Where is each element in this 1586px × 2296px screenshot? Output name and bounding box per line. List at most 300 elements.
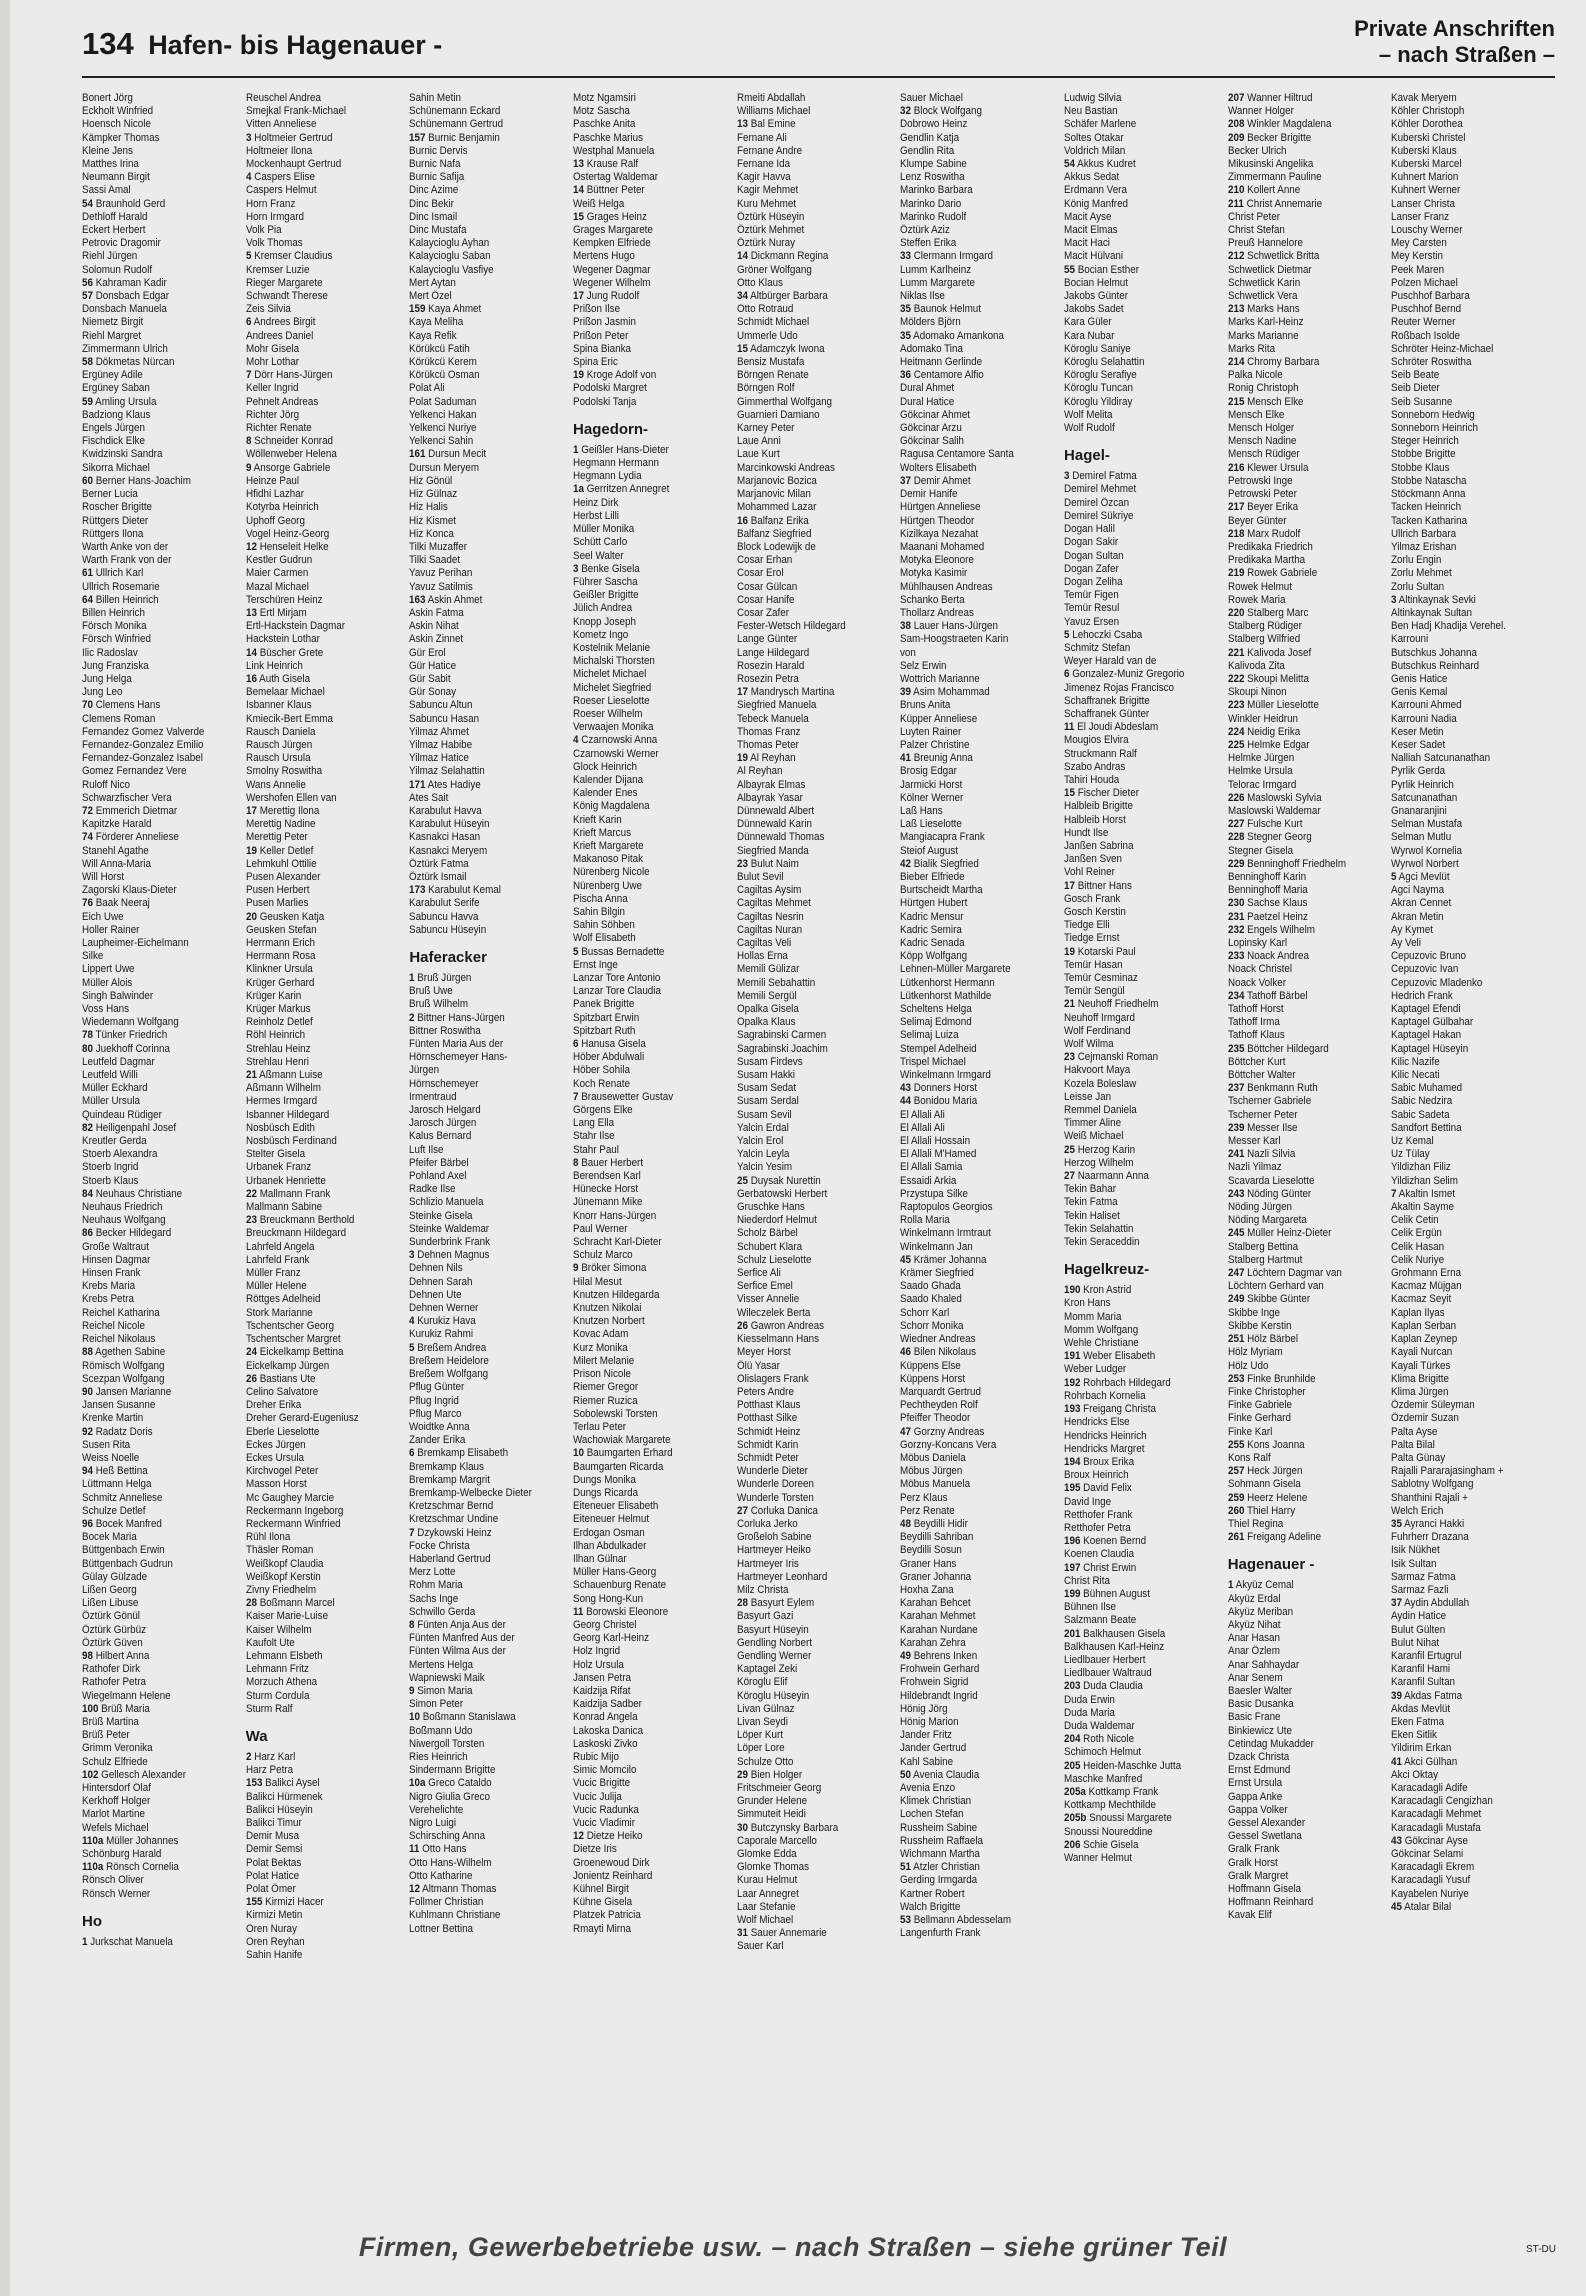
listing-entry <box>900 1307 1059 1320</box>
resident-name: Zeis Silvia <box>245 303 291 316</box>
listing-entry <box>246 224 405 237</box>
listing-entry <box>1064 1104 1223 1117</box>
listing-entry <box>82 924 241 937</box>
resident-name: Lütkenhorst Mathilde <box>900 989 992 1002</box>
resident-name: Eiteneuer Helmut <box>573 1513 650 1526</box>
listing-entry <box>409 1117 568 1130</box>
resident-name: Sagrabinski Joachim <box>736 1042 828 1055</box>
listing-entry <box>900 264 1059 277</box>
listing-entry <box>1228 1003 1387 1016</box>
resident-name: Maslowski Sylvia <box>1246 791 1322 804</box>
resident-name: Jarosch Helgard <box>409 1104 482 1117</box>
house-number: 227 <box>1227 818 1245 831</box>
listing-entry <box>573 1817 732 1830</box>
listing-entry <box>737 1346 896 1359</box>
resident-name: Sahin Bilgin <box>573 905 626 918</box>
house-number: 10 <box>409 1711 421 1724</box>
listing-entry <box>900 1293 1059 1306</box>
listing-entry <box>1391 1029 1550 1042</box>
listing-entry <box>246 1227 405 1240</box>
resident-name: Tacken Katharina <box>1391 514 1468 527</box>
resident-name: Gerbatowski Herbert <box>736 1187 827 1200</box>
listing-entry <box>409 818 568 831</box>
listing-entry <box>900 184 1059 197</box>
resident-name: Michalski Thorsten <box>573 655 655 668</box>
listing-entry <box>409 303 568 316</box>
resident-name: Milz Christa <box>736 1583 789 1596</box>
house-number: 7 <box>409 1526 415 1539</box>
resident-name: Janßen Sven <box>1064 853 1123 866</box>
house-number: 219 <box>1227 567 1245 580</box>
resident-name: Yelkenci Sahin <box>409 435 474 448</box>
listing-entry <box>573 1909 732 1922</box>
resident-name: Stöckmann Anna <box>1391 488 1466 501</box>
resident-name: Hanusa Gisela <box>581 1038 646 1051</box>
listing-entry <box>737 92 896 105</box>
listing-entry <box>1064 748 1223 761</box>
resident-name: Sturm Cordula <box>245 1689 310 1702</box>
resident-name: Klewer Ursula <box>1246 461 1309 474</box>
house-number: 84 <box>82 1187 93 1200</box>
listing-entry <box>1228 475 1387 488</box>
resident-name: Snoussi Noureddine <box>1064 1825 1153 1838</box>
listing-entry <box>1391 1544 1550 1557</box>
resident-name: Mensch Elke <box>1246 395 1304 408</box>
listing-entry <box>1228 1029 1387 1042</box>
listing-entry <box>1391 713 1550 726</box>
resident-name: Sahin Metin <box>409 92 462 104</box>
resident-name: Dreher Gerard-Eugeniusz <box>245 1412 359 1425</box>
resident-name: Lanser Christa <box>1391 197 1456 210</box>
resident-name: Centamore Alfio <box>914 369 985 382</box>
listing-entry <box>246 1923 405 1936</box>
resident-name: Rmeiti Abdallah <box>736 92 806 104</box>
listing-entry <box>1228 1135 1387 1148</box>
listing-entry <box>1064 616 1223 629</box>
listing-entry <box>573 158 732 171</box>
listing-entry <box>1228 448 1387 461</box>
house-number: 14 <box>736 250 748 263</box>
resident-name: Köhler Dorothea <box>1391 118 1464 131</box>
listing-entry <box>1064 1522 1223 1535</box>
house-number: 74 <box>82 831 93 844</box>
resident-name: Hürtgen Hubert <box>900 897 968 910</box>
listing-entry <box>82 475 241 488</box>
listing-entry <box>82 1293 241 1306</box>
resident-name: Fester-Wetsch Hildegard <box>736 620 846 633</box>
listing-entry <box>737 145 896 158</box>
listing-entry <box>246 1412 405 1425</box>
resident-name: Wiedner Andreas <box>900 1333 976 1346</box>
listing-entry <box>1228 1777 1387 1790</box>
listing-entry <box>1064 356 1223 369</box>
resident-name: El Allali Ali <box>900 1108 946 1121</box>
resident-name: Caporale Marcello <box>736 1834 817 1847</box>
listing-entry <box>246 1241 405 1254</box>
resident-name: Agci Nayma <box>1391 884 1445 897</box>
listing-entry <box>737 1095 896 1108</box>
listing-entry <box>1391 171 1550 184</box>
house-number: 25 <box>1064 1143 1075 1156</box>
resident-name: Kavak Meryem <box>1391 92 1458 104</box>
street-heading: Haferacker <box>409 949 487 966</box>
listing-entry <box>1228 554 1387 567</box>
listing-entry <box>1064 602 1223 615</box>
listing-entry <box>573 1051 732 1064</box>
listing-entry <box>900 1386 1059 1399</box>
resident-name: Beyer Günter <box>1227 514 1287 527</box>
resident-name: Löchtern Gerhard van <box>1227 1280 1324 1293</box>
resident-name: Weißkopf Kerstin <box>245 1570 321 1583</box>
resident-name: Thiel Regina <box>1227 1517 1283 1530</box>
listing-entry <box>82 1426 241 1439</box>
listing-entry <box>1228 224 1387 237</box>
resident-name: Cetindag Mukadder <box>1227 1737 1314 1750</box>
listing-entry <box>1391 1227 1550 1240</box>
house-number: 100 <box>82 1702 99 1715</box>
listing-entry <box>1064 536 1223 549</box>
resident-name: Otto Hans-Wilhelm <box>409 1856 492 1869</box>
resident-name: Pusen Alexander <box>245 870 321 883</box>
resident-name: Müller Eckhard <box>82 1082 148 1095</box>
listing-entry <box>737 1888 896 1901</box>
listing-entry <box>900 1399 1059 1412</box>
resident-name: Stork Marianne <box>245 1306 313 1319</box>
resident-name: Akyüz Nihat <box>1227 1618 1281 1631</box>
resident-name: Herbst Lilli <box>573 509 619 522</box>
resident-name: Büscher Grete <box>259 646 323 659</box>
listing-entry <box>1064 92 1223 105</box>
listing-entry <box>1228 699 1387 712</box>
resident-name: Müller Monika <box>573 523 635 536</box>
listing-entry <box>82 1029 241 1042</box>
listing-entry <box>900 1676 1059 1689</box>
street-heading: Ho <box>82 1912 102 1930</box>
resident-name: Walch Brigitte <box>900 1900 961 1913</box>
resident-name: Macit Elmas <box>1064 224 1118 237</box>
resident-name: Mölders Björn <box>900 316 962 329</box>
listing-entry <box>409 1738 568 1751</box>
resident-name: Kirmizi Metin <box>245 1909 303 1922</box>
resident-name: Neumann Birgit <box>82 171 150 184</box>
resident-name: Kaplan Serban <box>1391 1319 1457 1332</box>
resident-name: Karanfil Sultan <box>1391 1676 1456 1689</box>
listing-entry <box>900 1003 1059 1016</box>
listing-entry <box>573 1738 732 1751</box>
listing-entry <box>737 264 896 277</box>
listing-entry <box>900 171 1059 184</box>
listing-entry <box>409 1249 568 1262</box>
resident-name: Seel Walter <box>573 549 624 562</box>
listing-entry <box>409 184 568 197</box>
listing-entry <box>409 1606 568 1619</box>
resident-name: Rönsch Cornelia <box>106 1861 179 1874</box>
resident-name: Demirel Fatma <box>1072 470 1137 483</box>
listing-entry <box>737 607 896 620</box>
house-number: 228 <box>1227 831 1245 844</box>
resident-name: Palta Günay <box>1391 1451 1446 1464</box>
resident-name: Ben Hadj Khadija Verehel. <box>1391 620 1507 633</box>
listing-entry <box>1391 1505 1550 1518</box>
house-number: 155 <box>245 1896 263 1909</box>
listing-entry <box>573 92 732 105</box>
resident-name: Schorr Karl <box>900 1306 950 1319</box>
listing-entry <box>82 897 241 910</box>
resident-name: Marx Rudolf <box>1246 527 1300 540</box>
resident-name: Fernandez-Gonzalez Isabel <box>82 752 203 765</box>
resident-name: Masson Horst <box>245 1478 307 1491</box>
listing-entry <box>409 1474 568 1487</box>
listing-entry <box>900 1452 1059 1465</box>
listing-entry <box>1391 752 1550 765</box>
listing-entry <box>246 237 405 250</box>
house-number: 35 <box>1391 1517 1403 1530</box>
resident-name: Snoussi Margarete <box>1089 1812 1172 1825</box>
listing-entry <box>82 871 241 884</box>
resident-name: Zimmermann Pauline <box>1227 171 1322 184</box>
listing-entry <box>246 779 405 792</box>
listing-entry <box>409 369 568 382</box>
listing-entry <box>82 343 241 356</box>
house-number: 45 <box>1391 1900 1403 1913</box>
resident-name: Lehmann Fritz <box>245 1663 309 1676</box>
resident-name: Sabuncu Havva <box>409 910 479 923</box>
listing-entry <box>1391 924 1550 937</box>
resident-name: Kremser Luzie <box>245 263 310 276</box>
house-number: 3 <box>1064 470 1070 483</box>
listing-entry <box>900 1584 1059 1597</box>
resident-name: Gorzny-Koncans Vera <box>900 1438 997 1451</box>
resident-name: Gür Hatice <box>409 659 457 672</box>
resident-name: Kretzschmar Undine <box>409 1513 499 1526</box>
resident-name: Nigro Luigi <box>409 1817 457 1829</box>
listing-entry <box>409 1434 568 1447</box>
resident-name: Köroglu Serafiye <box>1064 369 1137 382</box>
resident-name: Beydilli Hidir <box>914 1517 969 1530</box>
resident-name: Gralk Frank <box>1227 1843 1280 1856</box>
resident-name: Memili Sebahattin <box>736 976 815 989</box>
resident-name: Prison Nicole <box>573 1368 632 1381</box>
listing-entry <box>409 792 568 805</box>
resident-name: Dietze Iris <box>573 1843 617 1856</box>
resident-name: Benninghoff Maria <box>1227 884 1308 897</box>
listing-entry <box>82 1888 241 1901</box>
resident-name: Clemens Roman <box>82 712 156 725</box>
listing-entry <box>900 528 1059 541</box>
resident-name: Klima Jürgen <box>1391 1385 1449 1398</box>
listing-entry <box>1391 1003 1550 1016</box>
resident-name: Hoxha Zana <box>900 1583 954 1596</box>
resident-name: Pflug Marco <box>409 1407 462 1420</box>
listing-entry <box>1391 145 1550 158</box>
resident-name: Basic Frane <box>1227 1711 1281 1724</box>
listing-entry <box>409 1896 568 1909</box>
listing-entry <box>737 1293 896 1306</box>
listing-entry <box>900 1465 1059 1478</box>
resident-name: Jarmicki Horst <box>900 778 963 791</box>
listing-entry <box>246 1764 405 1777</box>
listing-entry <box>573 1091 732 1104</box>
resident-name: Karney Peter <box>736 422 795 435</box>
resident-name: Hürtgen Theodor <box>900 514 975 527</box>
resident-name: Fischer Dieter <box>1077 787 1140 800</box>
resident-name: Groenewoud Dirk <box>573 1856 650 1869</box>
listing-entry <box>246 105 405 118</box>
resident-name: Kotyrba Heinrich <box>245 501 319 514</box>
listing-entry <box>737 1320 896 1333</box>
listing-entry <box>573 880 732 893</box>
listing-entry <box>1228 501 1387 514</box>
resident-name: Warth Anke von der <box>82 540 169 553</box>
resident-name: Vogel Heinz-Georg <box>245 527 329 540</box>
resident-name: Yildizhan Filiz <box>1391 1161 1452 1174</box>
listing-entry <box>737 132 896 145</box>
listing-entry <box>82 1399 241 1412</box>
listing-entry <box>573 1923 732 1936</box>
listing-entry <box>900 673 1059 686</box>
resident-name: Glomke Thomas <box>736 1861 809 1874</box>
resident-name: Dökmetas Nürcan <box>95 356 175 369</box>
listing-column-5 <box>737 92 901 2184</box>
resident-name: Yildizhan Selim <box>1391 1174 1459 1187</box>
listing-entry <box>409 985 568 998</box>
resident-name: Vohl Reiner <box>1064 866 1115 879</box>
resident-name: Christ Annemarie <box>1246 197 1322 210</box>
listing-entry <box>1391 1610 1550 1623</box>
resident-name: Serfice Ali <box>736 1267 781 1280</box>
resident-name: Kalus Bernard <box>409 1130 472 1143</box>
listing-entry <box>737 250 896 263</box>
listing-entry <box>737 488 896 501</box>
resident-name: Czarnowski Anna <box>581 734 658 747</box>
resident-name: Dünnewald Albert <box>736 804 814 817</box>
resident-name: Uphoff Georg <box>245 514 305 527</box>
header-rule <box>82 76 1555 78</box>
resident-name: Celik Hasan <box>1391 1240 1445 1253</box>
resident-name: Rönsch Oliver <box>82 1874 144 1887</box>
resident-name: Grages Margarete <box>573 224 653 237</box>
resident-name: Krebs Maria <box>82 1280 136 1293</box>
listing-entry <box>246 171 405 184</box>
listing-entry <box>900 1637 1059 1650</box>
listing-entry <box>1064 880 1223 893</box>
resident-name: Hiz Kismet <box>409 514 457 527</box>
resident-name: Neuhoff Irmgard <box>1064 1011 1135 1024</box>
resident-name: Böttcher Walter <box>1227 1069 1296 1082</box>
listing-entry <box>1228 1896 1387 1909</box>
resident-name: Adomako Amankona <box>913 329 1005 342</box>
resident-name: Holtmeier Ilona <box>245 144 312 157</box>
listing-entry <box>573 1064 732 1077</box>
listing-entry <box>1228 897 1387 910</box>
house-number: 39 <box>900 686 912 699</box>
resident-name: Büttgenbach Erwin <box>82 1544 165 1557</box>
listing-entry <box>1391 1373 1550 1386</box>
resident-name: Cosar Erhan <box>736 554 792 567</box>
resident-name: Schmidt Michael <box>736 316 809 329</box>
listing-entry <box>409 972 568 985</box>
resident-name: Kaplan Ilyas <box>1391 1306 1446 1319</box>
resident-name: Hoffmann Gisela <box>1227 1883 1301 1896</box>
listing-entry <box>1391 1663 1550 1676</box>
listing-entry <box>409 1421 568 1434</box>
resident-name: Gappa Volker <box>1227 1803 1288 1816</box>
listing-entry <box>409 1130 568 1143</box>
resident-name: Andrees Birgit <box>253 316 316 329</box>
resident-name: Hürtgen Anneliese <box>900 501 981 514</box>
listing-entry <box>737 660 896 673</box>
listing-entry <box>1228 1711 1387 1724</box>
resident-name: Dobrowo Heinz <box>900 118 968 131</box>
resident-name: Saado Ghada <box>900 1280 962 1293</box>
resident-name: Haberland Gertrud <box>409 1552 491 1565</box>
resident-name: Retthofer Frank <box>1064 1508 1133 1521</box>
listing-entry <box>82 990 241 1003</box>
resident-name: Simon Peter <box>409 1698 464 1711</box>
listing-entry <box>900 1756 1059 1769</box>
listing-entry <box>1064 774 1223 787</box>
resident-name: Polzen Michael <box>1391 276 1459 289</box>
house-number: 21 <box>245 1069 257 1082</box>
listing-entry <box>1391 1465 1550 1478</box>
resident-name: Hendricks Margret <box>1064 1442 1145 1455</box>
listing-entry <box>409 1395 568 1408</box>
listing-entry <box>1391 330 1550 343</box>
listing-entry <box>737 1399 896 1412</box>
resident-name: Cagiltas Nuran <box>736 923 802 936</box>
house-number: 53 <box>900 1914 912 1927</box>
house-number: 232 <box>1227 923 1245 936</box>
resident-name: Richter Jörg <box>245 408 299 421</box>
resident-name: Dogan Sakir <box>1064 536 1119 549</box>
house-number: 12 <box>409 1883 421 1896</box>
resident-name: Mohammed Lazar <box>736 501 817 514</box>
resident-name: Yelkenci Nuriye <box>409 422 477 435</box>
listing-entry <box>1064 1535 1223 1548</box>
listing-entry <box>573 668 732 681</box>
listing-entry <box>1391 897 1550 910</box>
listing-entry <box>573 695 732 708</box>
listing-entry <box>1391 660 1550 673</box>
listing-entry <box>1064 1170 1223 1183</box>
resident-name: Bulut Nihat <box>1391 1636 1440 1649</box>
house-number: 14 <box>245 646 257 659</box>
listing-entry <box>1064 422 1223 435</box>
listing-entry <box>1391 409 1550 422</box>
listing-entry <box>737 1584 896 1597</box>
listing-entry <box>573 1276 732 1289</box>
resident-name: Braunhold Gerd <box>95 197 166 210</box>
resident-name: Potthast Klaus <box>736 1399 801 1412</box>
listing-entry <box>1228 858 1387 871</box>
listing-entry <box>246 897 405 910</box>
house-number: 10a <box>409 1777 426 1790</box>
house-number: 22 <box>245 1187 257 1200</box>
resident-name: Kapitzke Harald <box>82 818 152 831</box>
house-number: 208 <box>1227 118 1245 131</box>
resident-name: Marinko Barbara <box>900 184 974 197</box>
resident-name: Telorac Irmgard <box>1227 778 1297 791</box>
resident-name: Wefels Michael <box>82 1821 149 1834</box>
resident-name: Rowek Helmut <box>1227 580 1292 593</box>
listing-entry <box>900 1478 1059 1491</box>
resident-name: Kestler Gudrun <box>245 554 312 567</box>
listing-entry <box>1391 1109 1550 1122</box>
listing-entry <box>82 1227 241 1240</box>
resident-name: Laar Stefanie <box>736 1900 796 1913</box>
resident-name: Luft Ilse <box>409 1143 444 1156</box>
resident-name: Makanoso Pitak <box>573 853 644 866</box>
